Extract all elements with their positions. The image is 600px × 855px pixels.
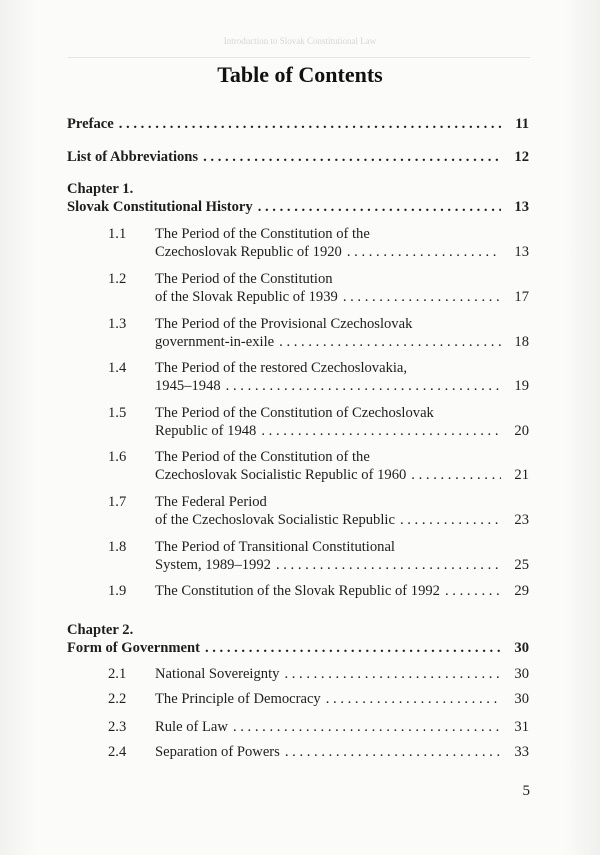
dot-leader <box>203 149 501 167</box>
section-number: 1.5 <box>108 405 127 421</box>
section-number: 1.1 <box>108 226 127 242</box>
section-number: 1.3 <box>108 316 127 332</box>
entry-title-line: The Period of the Constitution of Czechoslovak <box>155 405 434 421</box>
dot-leader <box>279 334 501 352</box>
dot-leader <box>411 467 501 485</box>
entry-title-line: Czechoslovak Republic of 1920 <box>155 243 342 260</box>
entry-title-line: Preface <box>67 116 114 132</box>
section-number: 2.1 <box>108 666 127 682</box>
entry-title-line: Chapter 1. <box>67 181 134 197</box>
section-number: 1.8 <box>108 539 127 555</box>
section-number: 1.2 <box>108 271 127 287</box>
entry-page-number: 13 <box>514 243 529 260</box>
entry-page-number: 18 <box>514 333 529 350</box>
entry-title-line: Form of Government <box>67 639 200 656</box>
dot-leader <box>276 557 501 575</box>
entry-title-line: List of Abbreviations <box>67 149 199 165</box>
section-number: 1.4 <box>108 360 127 376</box>
entry-page-number: 30 <box>514 639 529 656</box>
running-header-bleedthrough: Introduction to Slovak Constitutional Law <box>223 36 377 46</box>
entry-page-number: 13 <box>514 198 529 215</box>
section-number: 1.6 <box>108 449 127 465</box>
entry-title-line: National Sovereignty <box>155 666 280 682</box>
dot-leader <box>261 423 501 441</box>
dot-leader <box>284 666 501 684</box>
page-title: Table of Contents <box>217 62 383 87</box>
dot-leader <box>226 378 501 396</box>
dot-leader <box>285 744 501 762</box>
entry-title-line: of the Slovak Republic of 1939 <box>155 288 338 305</box>
entry-title-line: Republic of 1948 <box>155 422 257 439</box>
entry-page-number: 25 <box>514 556 529 573</box>
entry-title-line: The Period of the restored Czechoslovakia, <box>155 360 408 376</box>
entry-page-number: 11 <box>515 116 529 132</box>
entry-title-line: Separation of Powers <box>155 744 280 760</box>
entry-title-line: Czechoslovak Socialistic Republic of 1960 <box>155 466 407 483</box>
entry-page-number: 21 <box>514 466 529 483</box>
dot-leader <box>258 199 501 217</box>
entry-page-number: 30 <box>514 691 529 707</box>
entry-title-line: Chapter 2. <box>67 622 134 638</box>
entry-page-number: 33 <box>514 744 529 760</box>
entry-page-number: 12 <box>514 149 529 165</box>
entry-page-number: 23 <box>514 511 529 528</box>
entry-title-line: 1945–1948 <box>155 377 221 394</box>
dot-leader <box>445 583 501 601</box>
section-number: 2.3 <box>108 719 127 735</box>
entry-title-line: The Period of the Constitution of the <box>155 226 370 242</box>
section-number: 2.4 <box>108 744 127 760</box>
entry-title-line: The Constitution of the Slovak Republic of 1992 <box>155 583 440 599</box>
entry-title-line: The Period of the Constitution <box>155 271 333 287</box>
dot-leader <box>326 691 501 709</box>
entry-page-number: 19 <box>514 377 529 394</box>
entry-title-line: System, 1989–1992 <box>155 556 271 573</box>
entry-title-line: The Federal Period <box>155 494 267 510</box>
section-number: 2.2 <box>108 691 127 707</box>
entry-title-line: The Period of the Constitution of the <box>155 449 370 465</box>
dot-leader <box>400 512 501 530</box>
section-number: 1.9 <box>108 583 127 599</box>
dot-leader <box>343 289 501 307</box>
entry-title-line: The Period of the Provisional Czechoslovak <box>155 316 413 332</box>
section-number: 1.7 <box>108 494 127 510</box>
entry-page-number: 17 <box>514 288 529 305</box>
dot-leader <box>347 244 501 262</box>
entry-title-line: government-in-exile <box>155 333 275 350</box>
dot-leader <box>119 116 501 134</box>
entry-title-line: The Period of Transitional Constitutional <box>155 539 395 555</box>
entry-page-number: 30 <box>514 666 529 682</box>
dot-leader <box>205 640 501 658</box>
entry-title-line: of the Czechoslovak Socialistic Republic <box>155 511 395 528</box>
header-rule <box>68 57 530 58</box>
entry-title-line: Slovak Constitutional History <box>67 198 253 215</box>
dot-leader <box>233 719 501 737</box>
entry-page-number: 20 <box>514 422 529 439</box>
page-number: 5 <box>522 783 530 799</box>
entry-page-number: 31 <box>514 719 529 735</box>
entry-page-number: 29 <box>514 583 529 599</box>
entry-title-line: The Principle of Democracy <box>155 691 321 707</box>
entry-title-line: Rule of Law <box>155 719 228 735</box>
